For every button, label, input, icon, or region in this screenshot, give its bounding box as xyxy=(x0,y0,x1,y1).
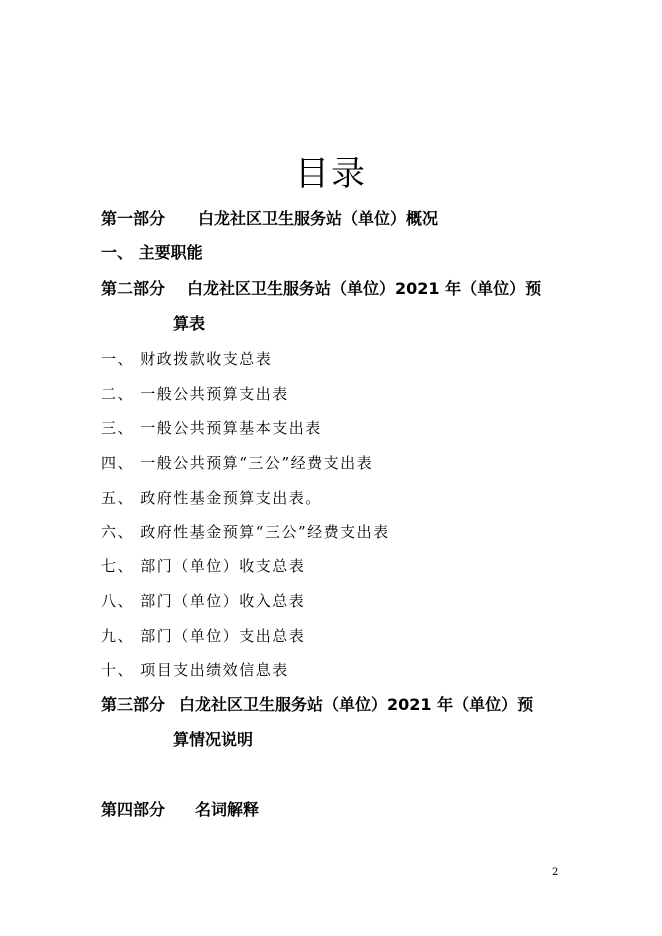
toc-part1-label: 第一部分 xyxy=(101,209,166,228)
toc-table-item: 六、 政府性基金预算“三公”经费支出表 xyxy=(101,523,390,541)
toc-part3-continuation: 算情况说明 xyxy=(173,730,254,749)
toc-part1-item1: 一、 主要职能 xyxy=(101,243,203,262)
toc-part4-label: 第四部分 xyxy=(101,800,166,819)
toc-table-item: 十、 项目支出绩效信息表 xyxy=(101,661,289,679)
toc-table-item: 一、 财政拨款收支总表 xyxy=(101,350,273,368)
toc-table-item: 八、 部门（单位）收入总表 xyxy=(101,592,306,610)
toc-part1 xyxy=(101,206,438,232)
toc-part2-text: 白龙社区卫生服务站（单位）2021 年（单位）预 xyxy=(187,279,542,298)
toc-part3-text: 白龙社区卫生服务站（单位）2021 年（单位）预 xyxy=(179,695,534,714)
toc-table-item: 七、 部门（单位）收支总表 xyxy=(101,557,306,575)
toc-part1-text: 白龙社区卫生服务站（单位）概况 xyxy=(198,209,439,228)
toc-table-item: 三、 一般公共预算基本支出表 xyxy=(101,419,322,437)
toc-part4 xyxy=(101,797,259,823)
toc-part2-label: 第二部分 xyxy=(101,279,166,298)
page-title: 目录 xyxy=(295,154,367,194)
toc-table-item: 四、 一般公共预算“三公”经费支出表 xyxy=(101,454,374,472)
toc-part2 xyxy=(101,276,541,302)
page-number: 2 xyxy=(552,867,559,878)
toc-table-item: 五、 政府性基金预算支出表。 xyxy=(101,489,322,507)
toc-part2-continuation: 算表 xyxy=(173,314,206,333)
toc-table-item: 二、 一般公共预算支出表 xyxy=(101,385,289,403)
toc-table-item: 九、 部门（单位）支出总表 xyxy=(101,627,306,645)
toc-part3 xyxy=(101,692,533,718)
toc-part3-label: 第三部分 xyxy=(101,695,166,714)
toc-part4-text: 名词解释 xyxy=(195,800,260,819)
